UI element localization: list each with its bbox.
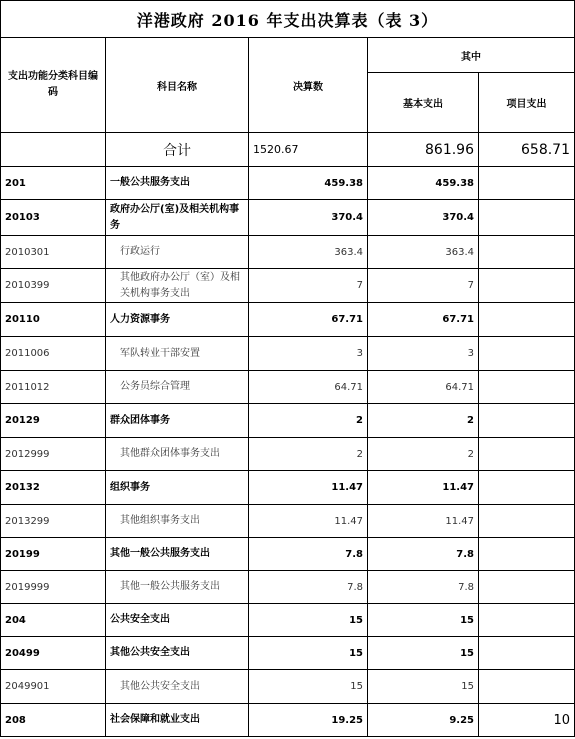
table-row — [1, 538, 575, 571]
cell-code: 20499 — [1, 637, 106, 670]
cell-code: 20103 — [1, 200, 106, 236]
cell-name: 其他政府办公厅（室）及相关机构事务支出 — [106, 269, 249, 303]
cell-basic: 370.4 — [368, 200, 479, 236]
cell-amount: 64.71 — [249, 371, 368, 404]
table-row — [1, 236, 575, 269]
cell-code: 204 — [1, 604, 106, 637]
total-basic: 861.96 — [368, 133, 479, 167]
header-group: 其中 — [368, 38, 575, 73]
table-row — [1, 167, 575, 200]
cell-basic: 67.71 — [368, 303, 479, 337]
cell-code: 2010399 — [1, 269, 106, 303]
cell-project — [479, 471, 575, 505]
cell-name: 人力资源事务 — [106, 303, 249, 337]
table-row — [1, 670, 575, 704]
cell-code: 2049901 — [1, 670, 106, 704]
cell-code: 208 — [1, 704, 106, 737]
cell-basic: 7.8 — [368, 571, 479, 604]
cell-code: 2011012 — [1, 371, 106, 404]
cell-name: 一般公共服务支出 — [106, 167, 249, 200]
cell-amount: 19.25 — [249, 704, 368, 737]
page-title: 洋港政府 2016 年支出决算表（表 3） — [1, 1, 575, 38]
cell-amount: 363.4 — [249, 236, 368, 269]
cell-code: 2012999 — [1, 438, 106, 471]
cell-amount: 7 — [249, 269, 368, 303]
cell-project — [479, 571, 575, 604]
cell-basic: 15 — [368, 604, 479, 637]
table-row — [1, 637, 575, 670]
cell-amount: 11.47 — [249, 471, 368, 505]
cell-name: 军队转业干部安置 — [106, 337, 249, 371]
table-row — [1, 571, 575, 604]
cell-code: 2011006 — [1, 337, 106, 371]
cell-project — [479, 604, 575, 637]
cell-name: 公共安全支出 — [106, 604, 249, 637]
cell-code: 20199 — [1, 538, 106, 571]
header-name: 科目名称 — [106, 38, 249, 133]
cell-project — [479, 337, 575, 371]
table-row — [1, 438, 575, 471]
cell-basic: 459.38 — [368, 167, 479, 200]
cell-basic: 11.47 — [368, 471, 479, 505]
title-row — [1, 1, 575, 38]
total-code — [1, 133, 106, 167]
header-amount: 决算数 — [249, 38, 368, 133]
cell-project — [479, 200, 575, 236]
cell-project — [479, 236, 575, 269]
cell-project — [479, 404, 575, 438]
cell-name: 政府办公厅(室)及相关机构事务 — [106, 200, 249, 236]
header-basic: 基本支出 — [368, 73, 479, 133]
cell-project: 10 — [479, 704, 575, 737]
cell-basic: 2 — [368, 404, 479, 438]
cell-basic: 64.71 — [368, 371, 479, 404]
table-row — [1, 303, 575, 337]
cell-amount: 370.4 — [249, 200, 368, 236]
cell-code: 20129 — [1, 404, 106, 438]
cell-project — [479, 505, 575, 538]
cell-project — [479, 438, 575, 471]
cell-amount: 15 — [249, 637, 368, 670]
header-code: 支出功能分类科目编码 — [1, 38, 106, 133]
table-row — [1, 471, 575, 505]
table-row — [1, 269, 575, 303]
cell-amount: 7.8 — [249, 571, 368, 604]
cell-project — [479, 538, 575, 571]
cell-name: 公务员综合管理 — [106, 371, 249, 404]
cell-basic: 2 — [368, 438, 479, 471]
cell-code: 201 — [1, 167, 106, 200]
header-row-1 — [1, 38, 575, 73]
cell-name: 社会保障和就业支出 — [106, 704, 249, 737]
cell-name: 其他一般公共服务支出 — [106, 571, 249, 604]
table-row — [1, 604, 575, 637]
cell-name: 其他一般公共服务支出 — [106, 538, 249, 571]
table-row — [1, 371, 575, 404]
cell-amount: 67.71 — [249, 303, 368, 337]
cell-amount: 7.8 — [249, 538, 368, 571]
total-project: 658.71 — [479, 133, 575, 167]
cell-amount: 2 — [249, 404, 368, 438]
cell-code: 2010301 — [1, 236, 106, 269]
header-project: 项目支出 — [479, 73, 575, 133]
cell-code: 2013299 — [1, 505, 106, 538]
cell-basic: 3 — [368, 337, 479, 371]
cell-basic: 15 — [368, 637, 479, 670]
total-amount: 1520.67 — [249, 133, 368, 167]
table-row — [1, 404, 575, 438]
cell-project — [479, 167, 575, 200]
cell-amount: 15 — [249, 604, 368, 637]
table-row — [1, 200, 575, 236]
cell-amount: 15 — [249, 670, 368, 704]
cell-amount: 11.47 — [249, 505, 368, 538]
total-row — [1, 133, 575, 167]
cell-basic: 7.8 — [368, 538, 479, 571]
cell-name: 其他群众团体事务支出 — [106, 438, 249, 471]
cell-amount: 2 — [249, 438, 368, 471]
table-row — [1, 505, 575, 538]
cell-name: 组织事务 — [106, 471, 249, 505]
cell-project — [479, 637, 575, 670]
cell-basic: 7 — [368, 269, 479, 303]
cell-name: 其他公共安全支出 — [106, 670, 249, 704]
cell-project — [479, 371, 575, 404]
table-row — [1, 704, 575, 737]
cell-basic: 363.4 — [368, 236, 479, 269]
cell-basic: 9.25 — [368, 704, 479, 737]
cell-basic: 11.47 — [368, 505, 479, 538]
cell-project — [479, 269, 575, 303]
cell-code: 20132 — [1, 471, 106, 505]
cell-code: 20110 — [1, 303, 106, 337]
cell-name: 群众团体事务 — [106, 404, 249, 438]
cell-name: 其他组织事务支出 — [106, 505, 249, 538]
cell-project — [479, 303, 575, 337]
cell-amount: 3 — [249, 337, 368, 371]
cell-code: 2019999 — [1, 571, 106, 604]
cell-amount: 459.38 — [249, 167, 368, 200]
cell-name: 行政运行 — [106, 236, 249, 269]
table-row — [1, 337, 575, 371]
cell-basic: 15 — [368, 670, 479, 704]
total-label: 合计 — [106, 133, 249, 167]
cell-project — [479, 670, 575, 704]
cell-name: 其他公共安全支出 — [106, 637, 249, 670]
